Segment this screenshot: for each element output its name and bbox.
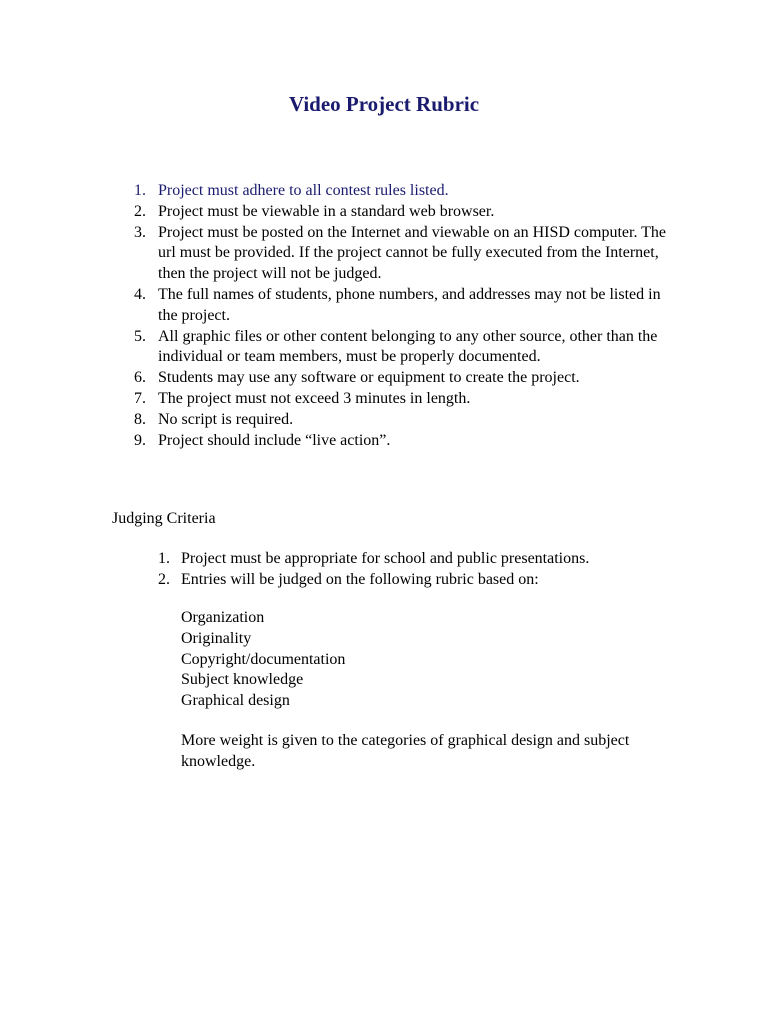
rubric-categories xyxy=(181,608,345,712)
page-title: Video Project Rubric xyxy=(288,92,480,116)
list-number: 7. xyxy=(134,389,146,407)
list-text: The project must not exceed 3 minutes in length. xyxy=(158,389,471,407)
list-number: 6. xyxy=(134,369,146,387)
list-item xyxy=(158,570,678,591)
list-number: 9. xyxy=(134,431,146,449)
list-number: 4. xyxy=(134,285,146,303)
list-item xyxy=(134,410,674,431)
list-text: The full names of students, phone numbers, and addresses may not be listed in the project. xyxy=(158,285,661,324)
category-item: Copyright/documentation xyxy=(181,650,346,668)
list-item xyxy=(134,368,674,389)
list-item xyxy=(134,223,674,285)
list-item xyxy=(158,549,678,570)
weight-note: More weight is given to the categories of graphical design and subject knowledge. xyxy=(181,732,630,770)
list-number: 1. xyxy=(158,550,170,567)
list-number: 5. xyxy=(134,327,146,345)
list-item xyxy=(134,181,674,202)
list-text: All graphic files or other content belonging to any other source, other than the individual or team members, must be properly documented. xyxy=(158,327,658,366)
list-number: 8. xyxy=(134,410,146,428)
list-text: Entries will be judged on the following rubric based on: xyxy=(181,570,539,588)
list-text: Project must be posted on the Internet and viewable on an HISD computer. The url must be provided. If the project cannot be fully executed from the Internet, then the project will not be judged. xyxy=(158,223,667,283)
list-text: Project should include “live action”. xyxy=(158,431,391,449)
list-text: Project must be viewable in a standard web browser. xyxy=(158,202,495,220)
list-text: No script is required. xyxy=(158,410,294,428)
list-item xyxy=(134,431,674,452)
list-number: 3. xyxy=(134,223,146,241)
category-item: Originality xyxy=(181,629,252,647)
list-text: Project must be appropriate for school and public presentations. xyxy=(181,550,590,567)
list-number: 2. xyxy=(134,202,146,220)
list-text: Project must adhere to all contest rules listed. xyxy=(158,182,449,199)
list-item xyxy=(134,285,674,327)
list-number: 2. xyxy=(158,570,170,588)
list-text: Students may use any software or equipment to create the project. xyxy=(158,369,580,387)
list-item xyxy=(134,327,674,369)
list-item xyxy=(134,389,674,410)
list-item xyxy=(134,202,674,223)
judging-criteria-heading: Judging Criteria xyxy=(112,510,216,527)
category-item: Graphical design xyxy=(181,692,290,710)
category-item: Subject knowledge xyxy=(181,671,304,689)
category-item: Organization xyxy=(181,609,265,626)
rules-list xyxy=(134,181,674,451)
criteria-list xyxy=(158,549,678,591)
list-number: 1. xyxy=(134,182,146,199)
